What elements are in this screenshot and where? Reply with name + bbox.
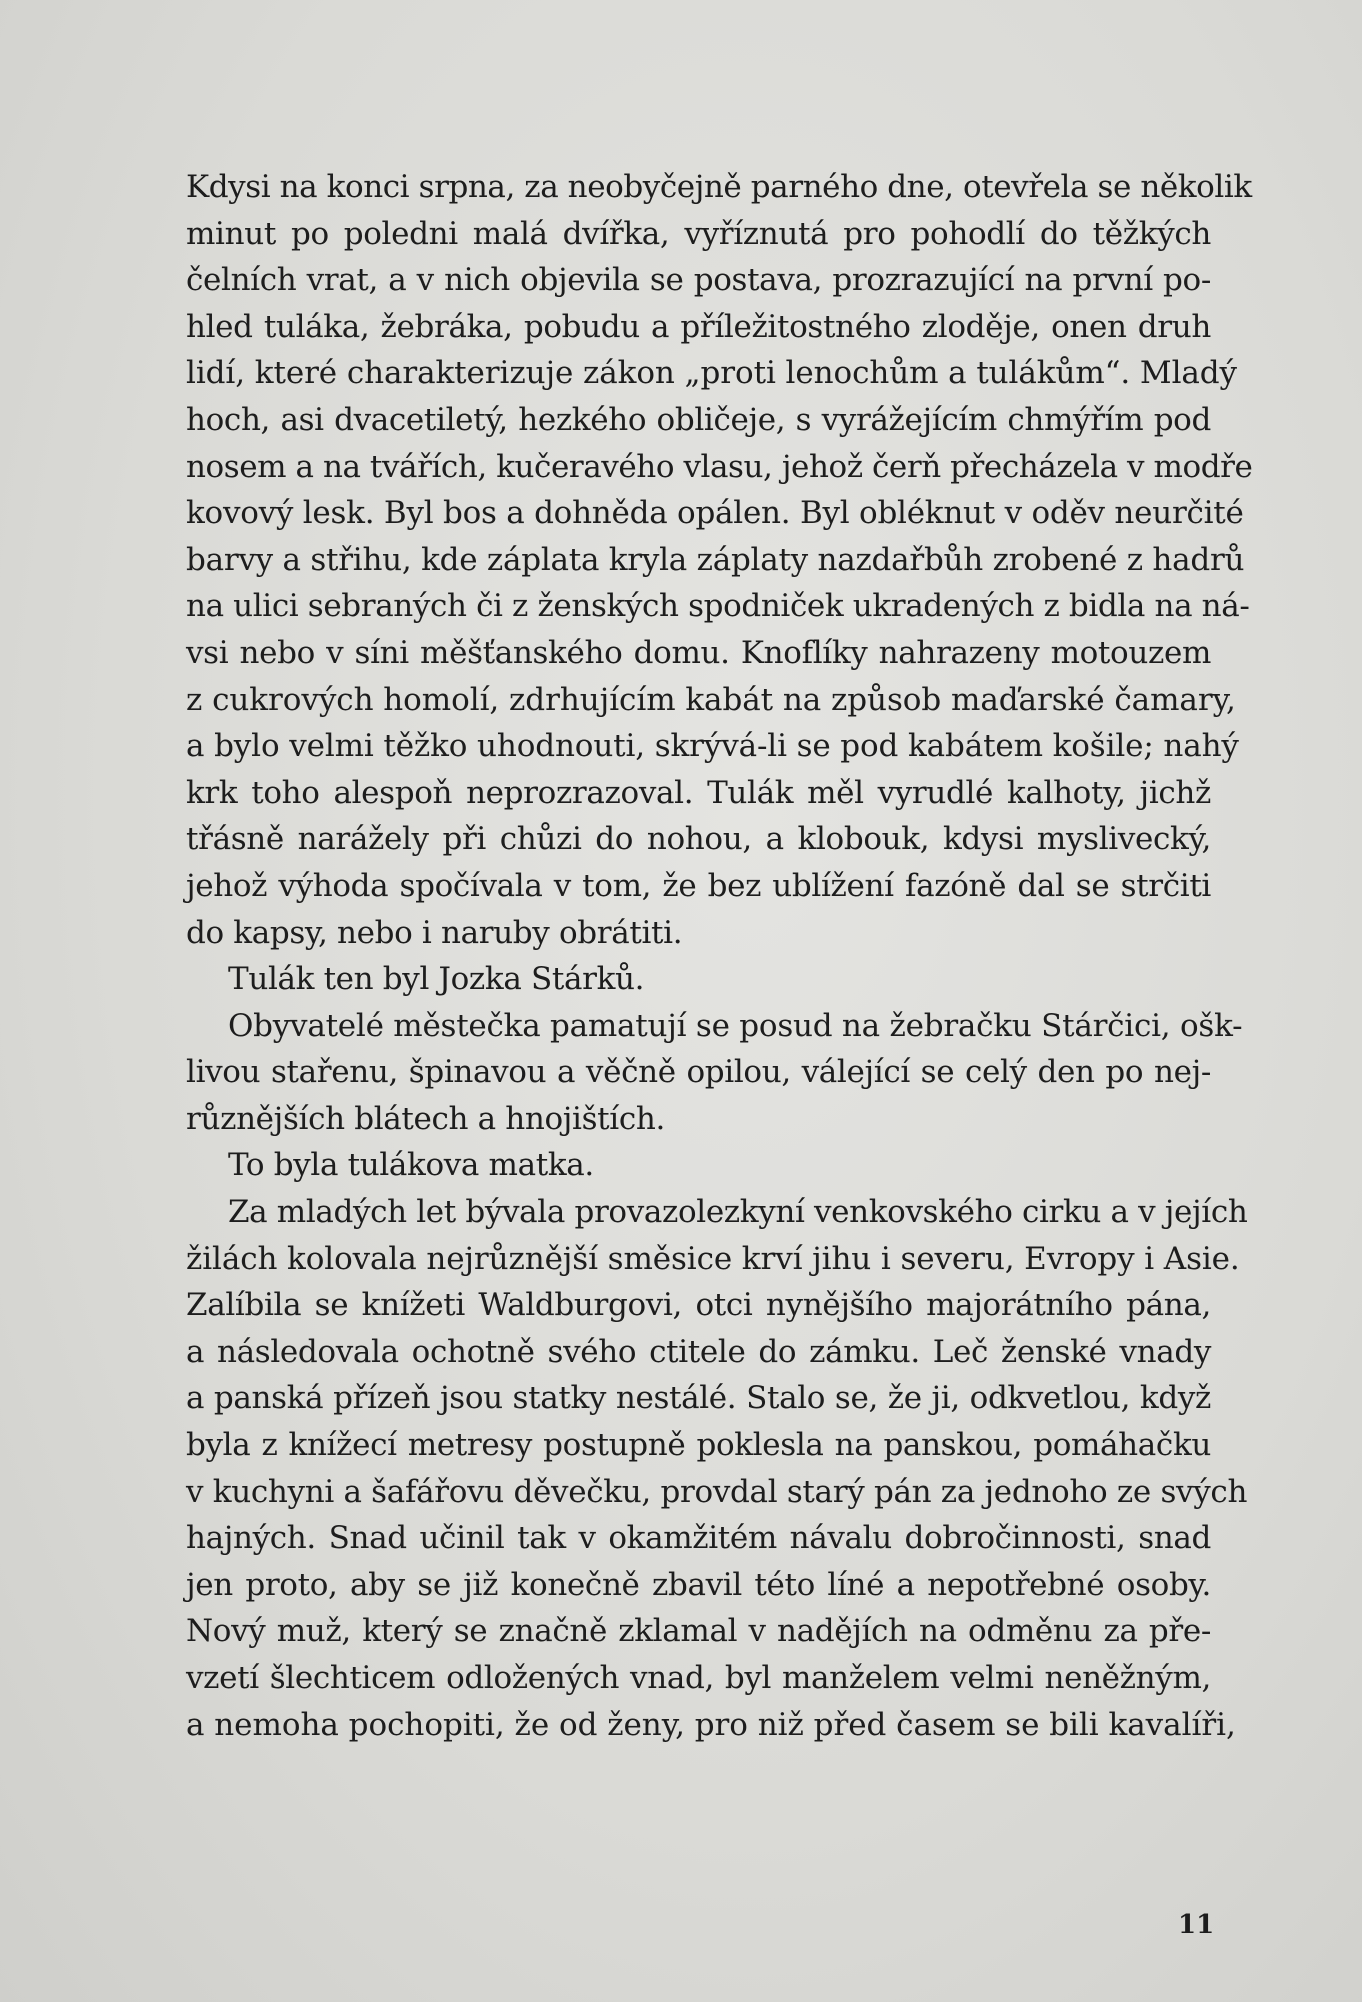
text-line: žilách kolovala nejrůznější směsice krví jihu i severu, Evropy i Asie. bbox=[186, 1240, 1240, 1277]
text-line: v kuchyni a šafářovu děvečku, provdal starý pán za jednoho ze svých bbox=[186, 1473, 1248, 1510]
text-line: Obyvatelé městečka pamatují se posud na žebračku Stárčici, ošk- bbox=[228, 1007, 1243, 1044]
text-line: barvy a střihu, kde záplata kryla záplaty nazdařbůh zrobené z hadrů bbox=[186, 541, 1245, 578]
text-line: a bylo velmi těžko uhodnouti, skrývá-li se pod kabátem košile; nahý bbox=[186, 728, 1239, 765]
text-line: nosem a na tvářích, kučeravého vlasu, jehož čerň přecházela v modře bbox=[186, 448, 1253, 485]
text-line: Zalíbila se knížeti Waldburgovi, otci nynějšího majorátního pána, bbox=[186, 1287, 1211, 1324]
text-line: z cukrových homolí, zdrhujícím kabát na způsob maďarské čamary, bbox=[186, 681, 1236, 718]
text-line: do kapsy, nebo i naruby obrátiti. bbox=[186, 914, 683, 951]
text-line: To byla tulákova matka. bbox=[228, 1147, 594, 1184]
text-line: a následovala ochotně svého ctitele do zámku. Leč ženské vnady bbox=[186, 1333, 1211, 1370]
page-number: 11 bbox=[1178, 1910, 1215, 1940]
text-line: a panská přízeň jsou statky nestálé. Stalo se, že ji, odkvetlou, když bbox=[186, 1380, 1211, 1417]
text-line: minut po poledni malá dvířka, vyříznutá pro pohodlí do těžkých bbox=[186, 215, 1211, 252]
text-line: Kdysi na konci srpna, za neobyčejně parného dne, otevřela se několik bbox=[186, 169, 1252, 205]
text-line: jehož výhoda spočívala v tom, že bez ublížení fazóně dal se strčiti bbox=[186, 867, 1211, 904]
text-line: lidí, které charakterizuje zákon „proti lenochům a tulákům“. Mladý bbox=[186, 355, 1237, 392]
text-line: livou stařenu, špinavou a věčně opilou, válející se celý den po nej- bbox=[186, 1054, 1211, 1091]
text-line: Nový muž, který se značně zklamal v nadějích na odměnu za pře- bbox=[186, 1613, 1211, 1650]
text-line: krk toho alespoň neprozrazoval. Tulák měl vyrudlé kalhoty, jichž bbox=[186, 774, 1211, 811]
text-line: Za mladých let bývala provazolezkyní venkovského cirku a v jejích bbox=[228, 1194, 1248, 1231]
text-line: kovový lesk. Byl bos a dohněda opálen. Byl obléknut v oděv neurčité bbox=[186, 495, 1244, 532]
text-line: třásně narážely při chůzi do nohou, a klobouk, kdysi myslivecký, bbox=[186, 821, 1211, 858]
text-line: hoch, asi dvacetiletý, hezkého obličeje, s vyrážejícím chmýřím pod bbox=[186, 401, 1211, 438]
text-line: a nemoha pochopiti, že od ženy, pro niž před časem se bili kavalíři, bbox=[186, 1706, 1236, 1743]
text-line: různějších blátech a hnojištích. bbox=[186, 1100, 665, 1137]
text-line: jen proto, aby se již konečně zbavil této líné a nepotřebné osoby. bbox=[186, 1566, 1211, 1603]
text-line: čelních vrat, a v nich objevila se postava, prozrazující na první po- bbox=[186, 262, 1211, 299]
body-text bbox=[186, 164, 1253, 1748]
text-line: hled tuláka, žebráka, pobudu a příležitostného zloděje, onen druh bbox=[186, 308, 1211, 345]
text-line: vzetí šlechticem odložených vnad, byl manželem velmi neněžným, bbox=[186, 1660, 1211, 1696]
text-line: na ulici sebraných či z ženských spodniček ukradených z bidla na ná- bbox=[186, 588, 1250, 625]
text-line: vsi nebo v síni měšťanského domu. Knoflíky nahrazeny motouzem bbox=[186, 634, 1211, 671]
text-line: hajných. Snad učinil tak v okamžitém návalu dobročinnosti, snad bbox=[186, 1520, 1211, 1557]
text-line: Tulák ten byl Jozka Stárků. bbox=[228, 961, 645, 998]
text-line: byla z knížecí metresy postupně poklesla na panskou, pomáhačku bbox=[186, 1427, 1211, 1464]
